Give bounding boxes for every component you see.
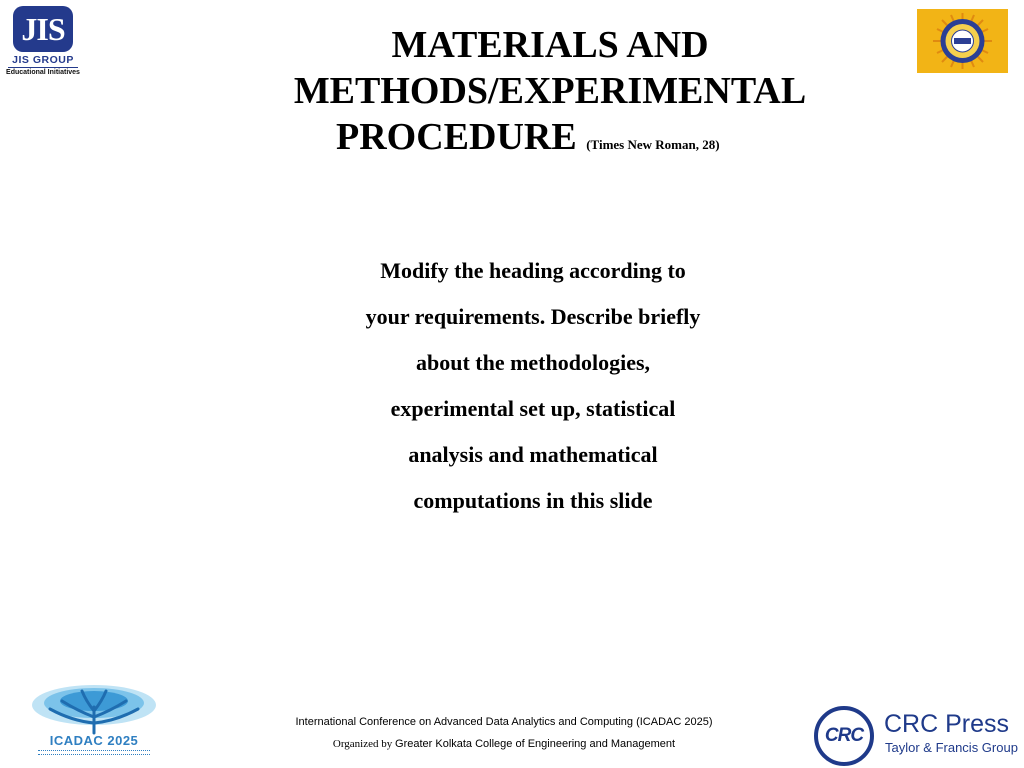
body-line-2: your requirements. Describe briefly: [365, 304, 701, 329]
jis-logo-name: JIS GROUP: [12, 54, 74, 66]
body-text: [300, 248, 766, 524]
title-font-note: (Times New Roman, 28): [586, 137, 720, 152]
jis-logo-mark: JIS: [13, 6, 73, 52]
title-line-3: [260, 114, 840, 168]
title-line-2: METHODS/EXPERIMENTAL: [293, 70, 807, 112]
icadac-logo: [28, 683, 160, 763]
title-line-3-text: PROCEDURE: [336, 116, 577, 158]
title-line-1: MATERIALS AND: [391, 24, 709, 66]
footer-conference: International Conference on Advanced Data Analytics and Computing (ICADAC 2025): [295, 716, 713, 728]
body-line-6: computations in this slide: [413, 488, 653, 513]
crc-logo-mark: CRC: [814, 706, 874, 766]
jis-logo-rule: [8, 67, 78, 68]
footer-organizer-name: Greater Kolkata College of Engineering and Management: [395, 738, 676, 750]
body-line-1: Modify the heading according to: [380, 258, 686, 283]
institution-seal-logo: [917, 9, 1008, 73]
footer-organizer: [240, 738, 768, 750]
icadac-logo-subtitle-rule: [38, 750, 150, 755]
seal-emblem-icon: [917, 9, 1008, 73]
crc-logo-name: CRC Press: [884, 710, 1010, 738]
crc-press-logo: [812, 706, 1022, 766]
tree-icon: [28, 683, 160, 735]
body-line-4: experimental set up, statistical: [390, 396, 676, 421]
body-line-3: about the methodologies,: [415, 350, 651, 375]
body-line-5: analysis and mathematical: [408, 442, 658, 467]
footer-organized-label: Organized by: [332, 738, 393, 750]
icadac-logo-name: ICADAC 2025: [49, 733, 139, 748]
jis-group-logo: [4, 4, 82, 80]
crc-logo-tagline: Taylor & Francis Group: [885, 740, 1018, 755]
page-title: [260, 22, 840, 168]
jis-logo-subtitle: Educational Initiatives: [6, 69, 80, 76]
